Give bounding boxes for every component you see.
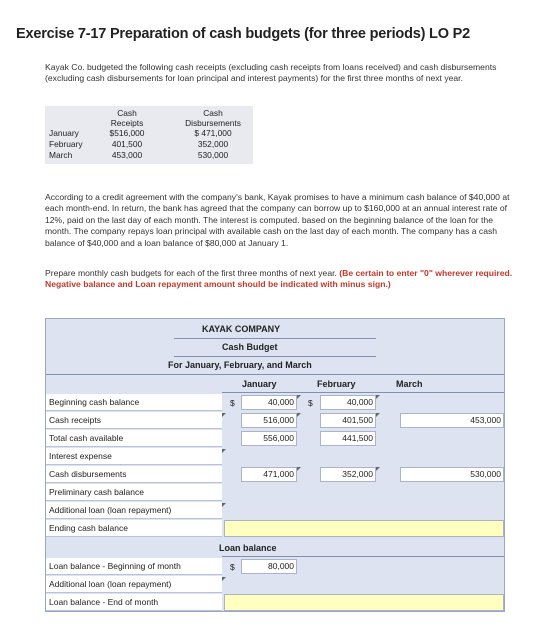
budget-period: For January, February, and March [168, 360, 312, 370]
month-header-february: February [317, 379, 356, 389]
row-cash-receipts: Cash receipts [46, 412, 222, 429]
disbursements-value: 352,000 [197, 139, 229, 149]
ending-cash-input[interactable] [224, 520, 504, 537]
disbursements-value: 530,000 [197, 150, 229, 160]
row-loan-beginning: Loan balance - Beginning of month [46, 558, 222, 575]
receipts-value: 401,500 [111, 139, 143, 149]
loan-end-input[interactable] [224, 594, 504, 611]
currency-sign: $ [230, 562, 235, 572]
intro-paragraph: Kayak Co. budgeted the following cash receipts (excluding cash receipts from loans received) and cash disbursements (excluding cash disbursements for loan principal and interest payments) for the first three months of next year. [45, 62, 497, 84]
receipts-value: $516,000 [109, 128, 145, 138]
col-header-receipts-2: Receipts [110, 118, 144, 128]
disbursements-value: $ 471,000 [194, 128, 232, 138]
month-header-january: January [242, 379, 277, 389]
month-label: March [49, 150, 73, 160]
instruction-note: (Be certain to enter "0" wherever required. Negative balance and Loan repayment amount should be indicated with minus sign.) [45, 268, 513, 290]
receipts-value: 453,000 [111, 150, 143, 160]
currency-sign: $ [308, 398, 313, 408]
row-interest-expense: Interest expense [46, 448, 222, 465]
row-preliminary-cash: Preliminary cash balance [46, 484, 222, 501]
total-cash-jan-input[interactable]: 556,000 [241, 431, 297, 446]
cash-receipts-feb-input[interactable]: 401,500 [320, 413, 376, 428]
currency-sign: $ [230, 398, 235, 408]
cash-budget-table [45, 318, 505, 612]
row-loan-end: Loan balance - End of month [46, 594, 222, 611]
col-header-disb-2: Disbursements [185, 118, 241, 128]
beginning-cash-jan-input[interactable]: 40,000 [241, 395, 297, 410]
budget-name: Cash Budget [222, 342, 278, 352]
month-label: February [49, 139, 83, 149]
col-header-receipts-1: Cash [117, 108, 137, 118]
loan-beginning-jan-input[interactable]: 80,000 [241, 559, 297, 574]
cash-receipts-jan-input[interactable]: 516,000 [241, 413, 297, 428]
row-additional-loan: Additional loan (loan repayment) [46, 502, 222, 519]
cash-disbursements-jan-input[interactable]: 471,000 [241, 467, 297, 482]
cash-disbursements-mar-input[interactable]: 530,000 [400, 467, 504, 482]
row-ending-cash: Ending cash balance [46, 520, 222, 537]
col-header-disb-1: Cash [203, 108, 223, 118]
instruction-paragraph [45, 268, 513, 291]
beginning-cash-feb-input[interactable]: 40,000 [320, 395, 376, 410]
given-data-table [45, 106, 253, 164]
month-label: January [49, 128, 79, 138]
agreement-paragraph: According to a credit agreement with the company's bank, Kayak promises to have a minimum cash balance of $40,000 at each month-end. In return, the bank has agreed that the company can borrow up to $160,000 at an annual interest rate of 12%, paid on the last day of each month. The interest is computed. based on the beginning balance of the loan for the month. The company repays loan principal with available cash on the last day of each month. The company has a cash balance of $40,000 and a loan balance of $80,000 at January 1. [45, 192, 510, 248]
company-name: KAYAK COMPANY [202, 324, 281, 334]
month-header-march: March [396, 379, 423, 389]
cash-receipts-mar-input[interactable]: 453,000 [400, 413, 504, 428]
row-loan-additional: Additional loan (loan repayment) [46, 576, 222, 593]
instruction-text: Prepare monthly cash budgets for each of the first three months of next year. [45, 268, 337, 278]
total-cash-feb-input[interactable]: 441,500 [320, 431, 376, 446]
row-beginning-cash: Beginning cash balance [46, 394, 222, 411]
page-title: Exercise 7-17 Preparation of cash budgets (for three periods) LO P2 [16, 26, 470, 42]
row-total-cash: Total cash available [46, 430, 222, 447]
loan-balance-header: Loan balance [219, 543, 277, 553]
cash-disbursements-feb-input[interactable]: 352,000 [320, 467, 376, 482]
row-cash-disbursements: Cash disbursements [46, 466, 222, 483]
